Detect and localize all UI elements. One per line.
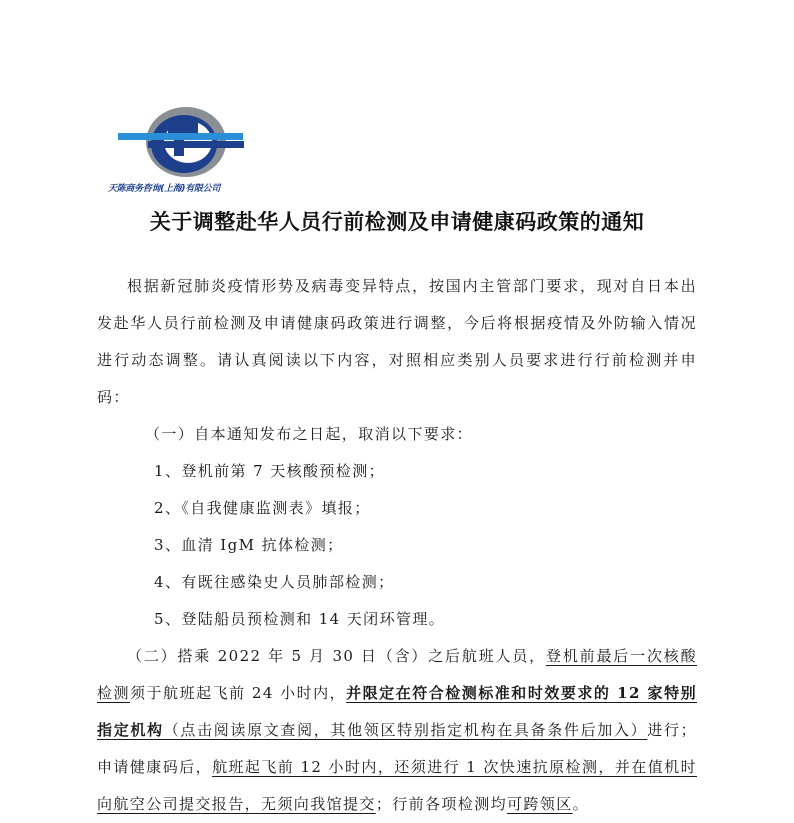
section2-underlined: 可跨领区 xyxy=(507,795,573,813)
section2-underlined: 登机前最后一次核酸检 xyxy=(97,647,697,702)
section2-emphasis: 并限定在符合检测标准和时效要求的 12 家特别指 xyxy=(97,684,697,739)
section1-item: 3、血清 IgM 抗体检测； xyxy=(154,536,344,554)
section1-item: 4、有既往感染史人员肺部检测； xyxy=(154,573,395,591)
section2-emphasis: 定机构 xyxy=(113,721,164,739)
section2-text: 须于航班起飞前 24 小时内， xyxy=(130,684,347,702)
section1-item: 1、登机前第 7 天核酸预检测； xyxy=(154,462,386,480)
section2-text: ；行前各项检测均 xyxy=(375,795,508,813)
section2-text: 申请健康码后， xyxy=(97,758,213,776)
read-original-link[interactable]: （点击阅读原文查阅，其他领区特别指定机构在具备条件后加入） xyxy=(163,721,648,739)
intro-paragraph: 根据新冠肺炎疫情形势及病毒变异特点，按国内主管部门要求，现对自日本出发赴华人员行前检测及申请健康码政策进行调整，今后将根据疫情及外防输入情况进行动态调整。请认真阅读以下内容，对照相应类别人员要求进行行前检测并申码： xyxy=(97,277,697,406)
company-name: 天陈商务咨询(上海)有限公司 xyxy=(108,184,221,194)
section1-item: 5、登陆船员预检测和 14 天闭环管理。 xyxy=(154,610,446,628)
section2-text: 进行； xyxy=(647,721,698,739)
document-body xyxy=(97,268,697,823)
document-title: 关于调整赴华人员行前检测及申请健康码政策的通知 xyxy=(149,210,645,234)
section2-underlined: 航班起飞前 12 小时内，还须进行 1 次快速抗原检测，并在值机时 xyxy=(212,758,697,776)
section2-text: 。 xyxy=(572,795,590,813)
section2-text: （二）搭乘 2022 年 5 月 30 日（含）之后航班人员， xyxy=(127,647,546,665)
section2-underlined: 测 xyxy=(113,684,131,702)
section1-heading: （一）自本通知发布之日起，取消以下要求： xyxy=(145,425,474,443)
section2-paragraph xyxy=(97,638,697,823)
section2-underlined: 向航空公司提交报告，无须向我馆提交 xyxy=(97,795,376,813)
section1-item: 2、《自我健康监测表》填报； xyxy=(154,499,371,517)
